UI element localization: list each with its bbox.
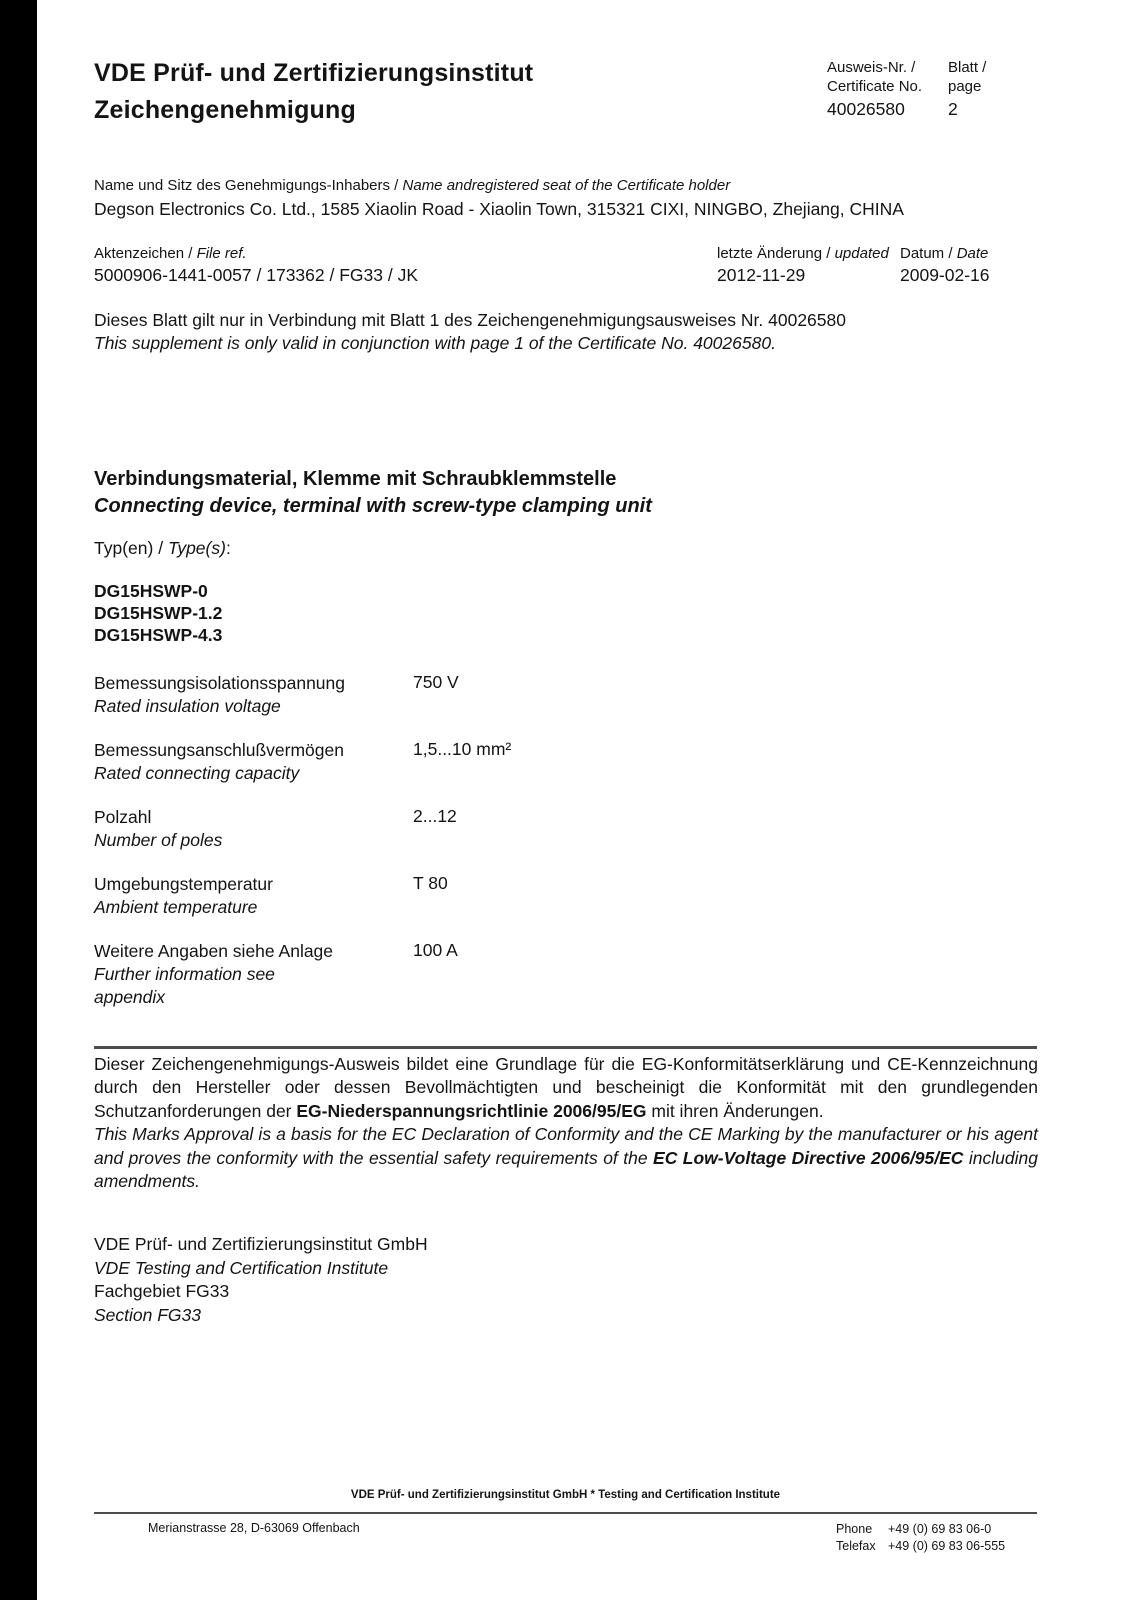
spec-label-en: Rated insulation voltage bbox=[94, 696, 281, 716]
scan-edge-bar bbox=[0, 0, 37, 1600]
supplement-note-de: Dieses Blatt gilt nur in Verbindung mit Blatt 1 des Zeichengenehmigungsausweises Nr. 40026580 bbox=[94, 310, 846, 330]
certificate-number-label-de: Ausweis-Nr. / bbox=[827, 59, 916, 76]
updated-label-en: updated bbox=[834, 245, 889, 262]
signature-block bbox=[94, 1233, 428, 1327]
type-list bbox=[94, 580, 222, 646]
page-number-label-en: page bbox=[948, 78, 982, 95]
document-title bbox=[94, 55, 533, 129]
date-value: 2009-02-16 bbox=[900, 265, 990, 285]
signature-institute-de: VDE Prüf- und Zertifizierungsinstitut GmbH bbox=[94, 1234, 428, 1254]
page-number-label-de: Blatt / bbox=[948, 59, 987, 76]
title-line-2: Zeichengenehmigung bbox=[94, 96, 356, 124]
date-label bbox=[900, 244, 988, 263]
spec-label-de: Bemessungsanschlußvermögen bbox=[94, 740, 344, 760]
spec-label-de: Bemessungsisolationsspannung bbox=[94, 673, 345, 693]
footer-rule bbox=[94, 1512, 1037, 1514]
spec-value: T 80 bbox=[413, 873, 448, 893]
legal-de-text: Dieser Zeichengenehmigungs-Ausweis bildet eine Grundlage für die EG-Konformitätserklärung und CE-Kennzeichnung durch den Hersteller oder dessen Bevollmächtigten und bescheinigt die Konformität mit den grundlegenden Schutzanforderungen der bbox=[94, 1054, 1038, 1121]
supplement-note-en: This supplement is only valid in conjunction with page 1 of the Certificate No. 40026580. bbox=[94, 333, 776, 353]
legal-de-text-end: mit ihren Änderungen. bbox=[646, 1100, 824, 1121]
spec-value: 1,5...10 mm² bbox=[413, 739, 512, 759]
certificate-number-value: 40026580 bbox=[827, 99, 905, 119]
fax-number: +49 (0) 69 83 06-555 bbox=[888, 1539, 1006, 1553]
page-number-value: 2 bbox=[948, 99, 958, 119]
types-label-colon: : bbox=[225, 538, 231, 558]
fileref-label-de: Aktenzeichen / bbox=[94, 245, 197, 262]
legal-paragraph-en bbox=[94, 1123, 1038, 1193]
spec-row-insulation-voltage bbox=[94, 672, 1037, 718]
phone-number: +49 (0) 69 83 06-0 bbox=[888, 1522, 992, 1536]
signature-section-en: Section FG33 bbox=[94, 1304, 201, 1325]
updated-value: 2012-11-29 bbox=[717, 265, 806, 285]
signature-section-de: Fachgebiet FG33 bbox=[94, 1281, 230, 1301]
footer-phone-row bbox=[836, 1521, 1005, 1538]
spec-label-de: Polzahl bbox=[94, 807, 152, 827]
product-heading-de: Verbindungsmaterial, Klemme mit Schraubklemmstelle bbox=[94, 468, 617, 490]
spec-label-en: Further information see appendix bbox=[94, 964, 275, 1007]
spec-row-number-of-poles bbox=[94, 806, 1037, 852]
spec-label-de: Umgebungstemperatur bbox=[94, 874, 273, 894]
updated-label bbox=[717, 244, 889, 263]
product-heading bbox=[94, 466, 652, 520]
spec-row-ambient-temperature bbox=[94, 873, 1037, 919]
legal-en-text-end: including amendments. bbox=[94, 1147, 1038, 1192]
legal-paragraph-de bbox=[94, 1053, 1038, 1123]
spec-label-en: Number of poles bbox=[94, 830, 223, 850]
date-label-en: Date bbox=[956, 245, 989, 262]
fileref-label bbox=[94, 244, 247, 263]
spec-value: 100 A bbox=[413, 940, 458, 960]
legal-en-directive: EC Low-Voltage Directive 2006/95/EC bbox=[653, 1147, 964, 1168]
legal-de-directive: EG-Niederspannungsrichtlinie 2006/95/EG bbox=[296, 1100, 647, 1121]
footer-address: Merianstrasse 28, D-63069 Offenbach bbox=[148, 1521, 360, 1535]
certificate-number-block bbox=[827, 58, 922, 119]
holder-label-en: Name andregistered seat of the Certificate holder bbox=[402, 177, 731, 194]
supplement-note bbox=[94, 309, 846, 355]
types-label-en: Type(s) bbox=[167, 538, 226, 558]
date-label-de: Datum / bbox=[900, 245, 957, 262]
signature-institute-en: VDE Testing and Certification Institute bbox=[94, 1257, 389, 1278]
fileref-label-en: File ref. bbox=[196, 245, 247, 262]
spec-row-connecting-capacity bbox=[94, 739, 1037, 785]
spec-value: 2...12 bbox=[413, 806, 457, 826]
type-item: DG15HSWP-0 bbox=[94, 581, 208, 601]
holder-value: Degson Electronics Co. Ltd., 1585 Xiaolin Road - Xiaolin Town, 315321 CIXI, NINGBO, Zhejiang, CHINA bbox=[94, 199, 904, 219]
updated-label-de: letzte Änderung / bbox=[717, 245, 835, 262]
product-heading-en: Connecting device, terminal with screw-type clamping unit bbox=[94, 495, 652, 517]
spec-row-further-information bbox=[94, 940, 1037, 1009]
spec-label-en: Rated connecting capacity bbox=[94, 763, 300, 783]
phone-label: Phone bbox=[836, 1522, 873, 1536]
types-label-de: Typ(en) / bbox=[94, 538, 168, 558]
type-item: DG15HSWP-4.3 bbox=[94, 625, 223, 645]
spec-label-de: Weitere Angaben siehe Anlage bbox=[94, 941, 334, 961]
fileref-value: 5000906-1441-0057 / 173362 / FG33 / JK bbox=[94, 265, 418, 285]
page-number-block bbox=[948, 58, 986, 119]
spec-value: 750 V bbox=[413, 672, 459, 692]
holder-label-de: Name und Sitz des Genehmigungs-Inhabers / bbox=[94, 177, 403, 194]
title-line-1: VDE Prüf- und Zertifizierungsinstitut bbox=[94, 59, 534, 87]
separator-rule bbox=[94, 1046, 1037, 1049]
legal-text bbox=[94, 1053, 1038, 1193]
legal-en-text: This Marks Approval is a basis for the EC Declaration of Conformity and the CE Marking by the manufacturer or his agent and proves the conformity with the essential safety requirements of the bbox=[94, 1124, 1038, 1168]
spec-label-en: Ambient temperature bbox=[94, 897, 258, 917]
type-item: DG15HSWP-1.2 bbox=[94, 603, 223, 623]
footer-institute-line: VDE Prüf- und Zertifizierungsinstitut GmbH * Testing and Certification Institute bbox=[350, 1489, 781, 1501]
fax-label: Telefax bbox=[836, 1539, 876, 1553]
holder-label bbox=[94, 176, 730, 195]
certificate-number-label-en: Certificate No. bbox=[827, 78, 923, 95]
footer-contact bbox=[836, 1521, 1005, 1555]
types-label bbox=[94, 537, 231, 560]
footer-fax-row bbox=[836, 1538, 1005, 1555]
